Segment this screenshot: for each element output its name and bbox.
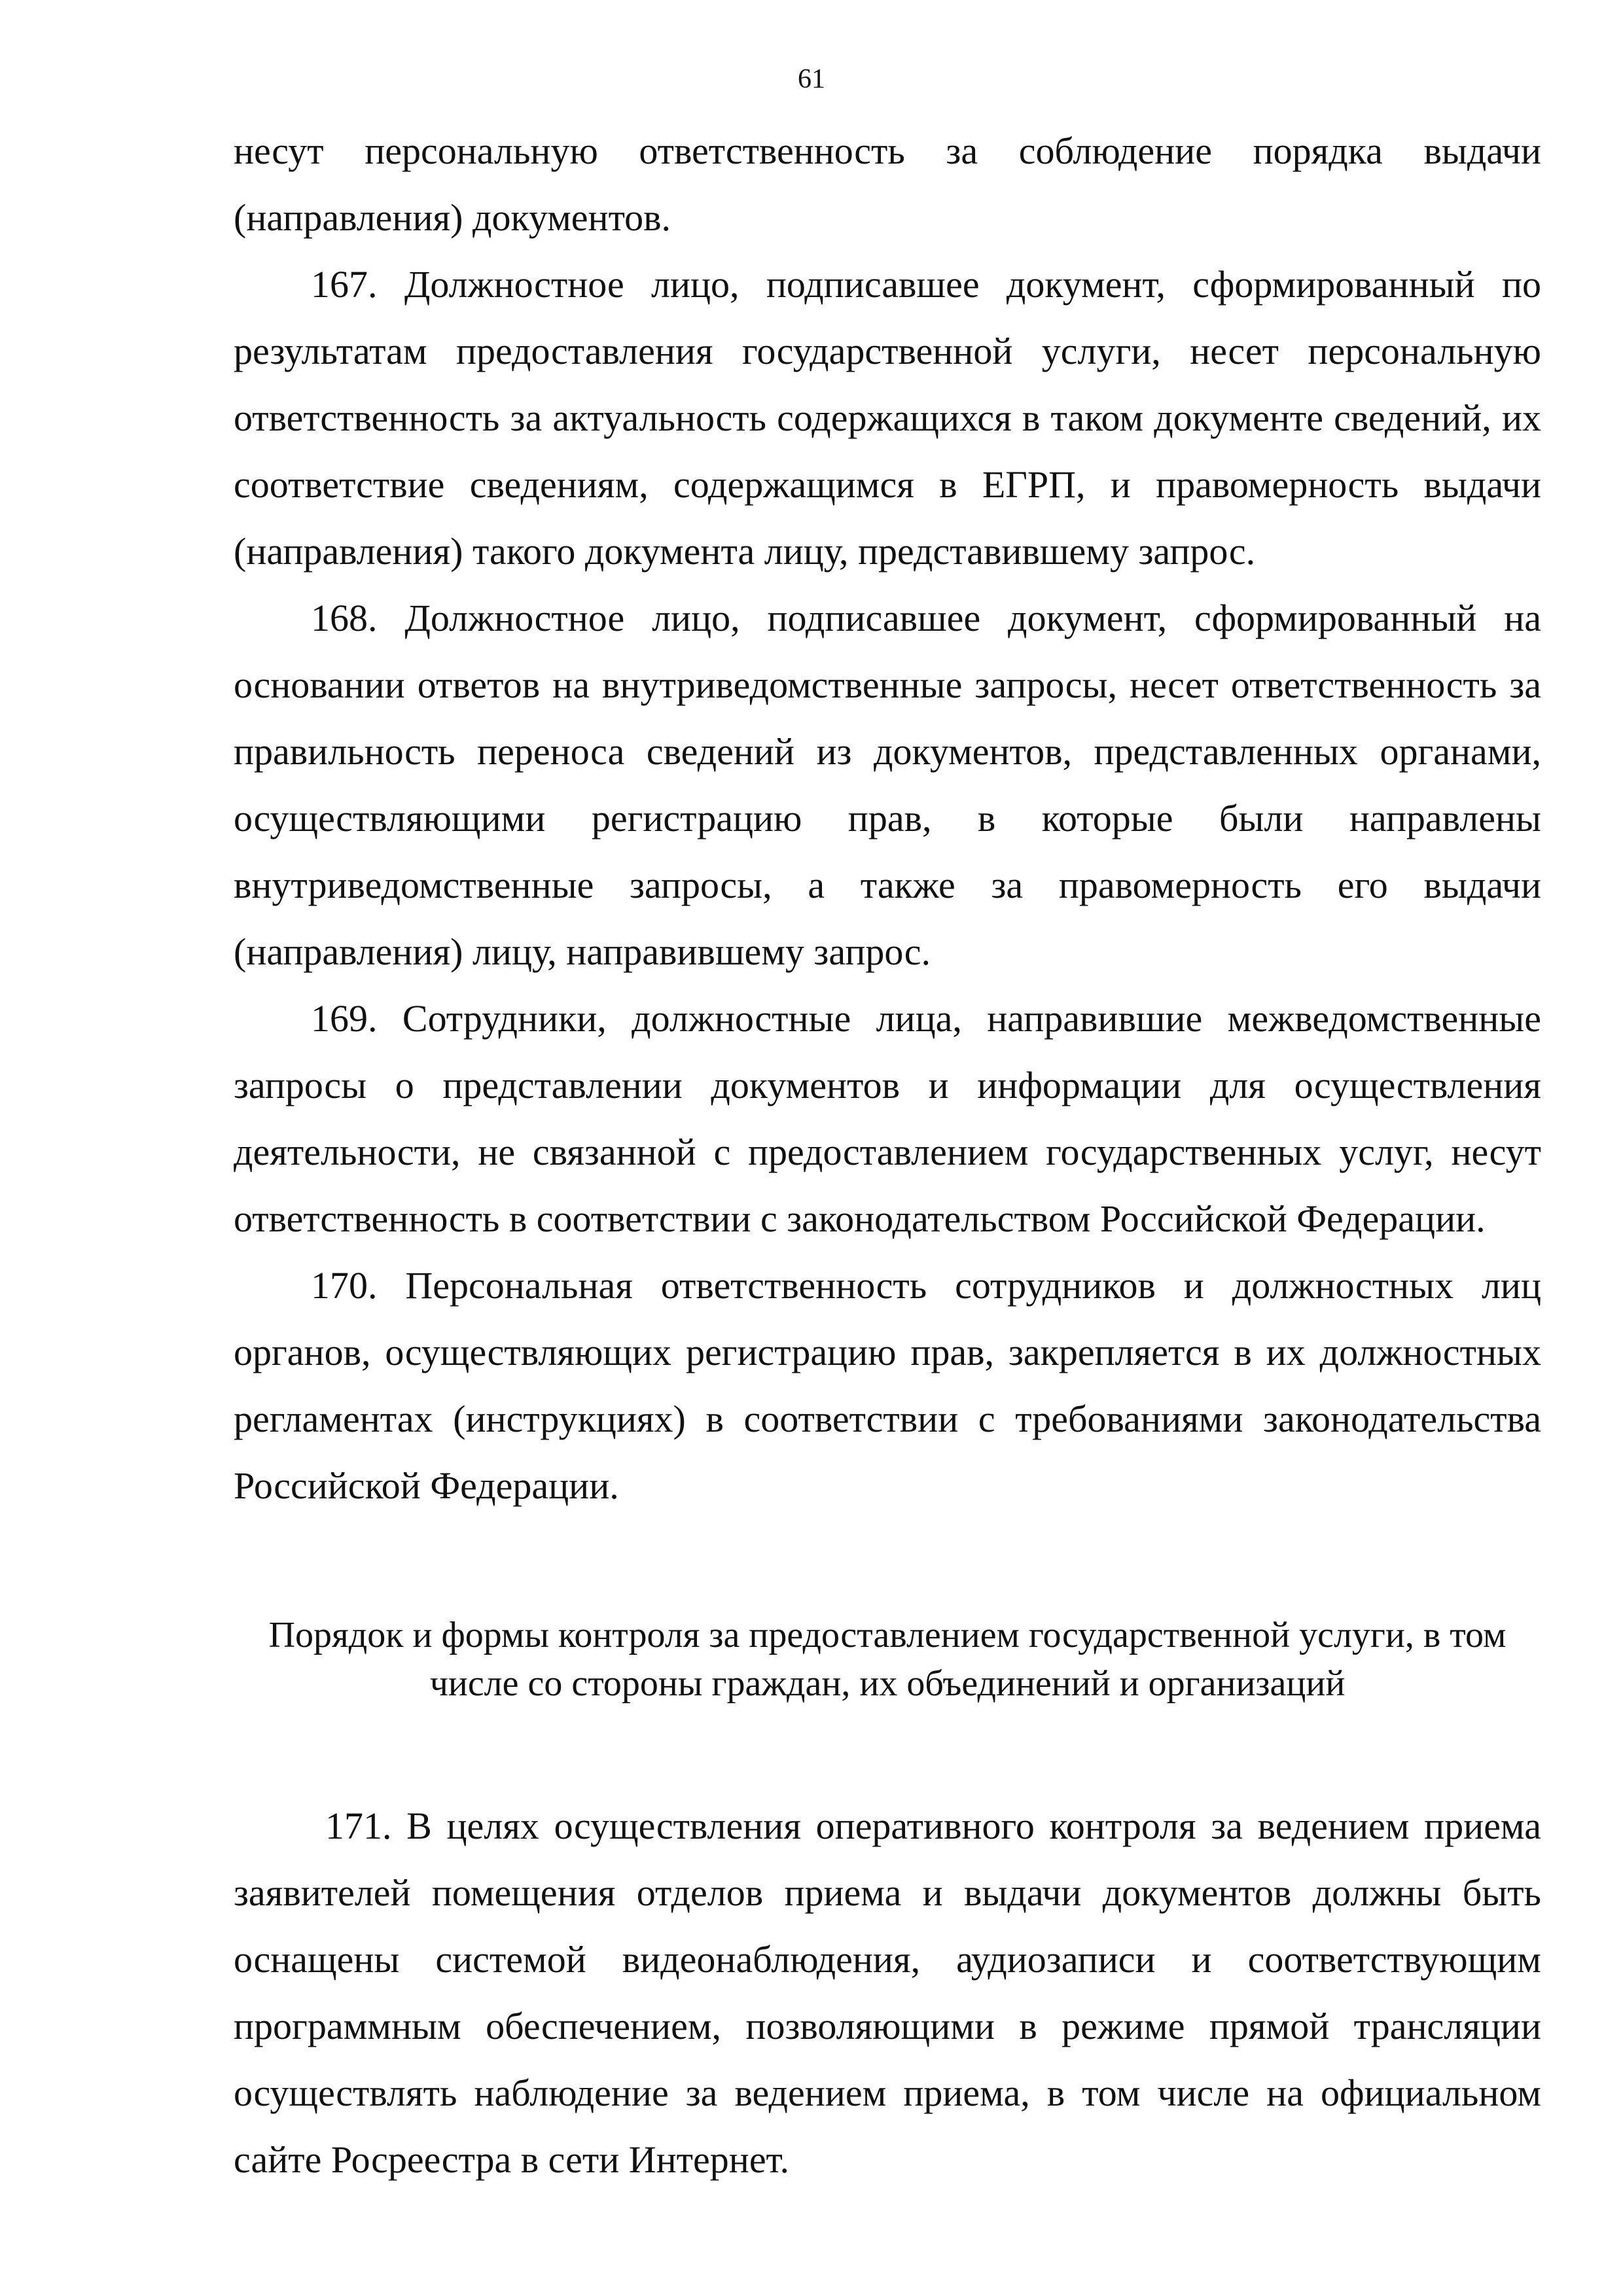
paragraph-170: 170. Персональная ответственность сотрудников и должностных лиц органов, осуществляющих регистрацию прав, закрепляется в их должностных регламентах (инструкциях) в соответствии с требованиями законодательства Российской Федерации. [234,1264,1541,1507]
spacer [234,1519,1541,1611]
page-number: 61 [798,64,825,94]
section-heading [234,1611,1541,1708]
paragraph-171: 171. В целях осуществления оперативного контроля за ведением приема заявителей помещения отделов приема и выдачи документов должны быть оснащены системой видеонаблюдения, аудиозаписи и соответствующим программным обеспечением, позволяющими в режиме прямой трансляции осуществлять наблюдение за ведением приема, в том числе на официальном сайте Росреестра в сети Интернет. [234,1805,1541,2181]
paragraph-168: 168. Должностное лицо, подписавшее документ, сформированный на основании ответов на внутриведомственные запросы, несет ответственность за правильность переноса сведений из документов, представленных органами, осуществляющими регистрацию прав, в которые были направлены внутриведомственные запросы, а также за правомерность его выдачи (направления) лицу, направившему запрос. [234,597,1541,973]
document-body [234,118,1541,2193]
section-heading-line-1: Порядок и формы контроля за предоставлением государственной услуги, в том [268,1615,1507,1655]
section-heading-line-2: числе со стороны граждан, их объединений и организаций [429,1663,1346,1704]
paragraph-continuation: несут персональную ответственность за соблюдение порядка выдачи (направления) документов. [234,130,1541,239]
paragraph-169: 169. Сотрудники, должностные лица, направившие межведомственные запросы о представлении документов и информации для осуществления деятельности, не связанной с предоставлением государственных услуг, несут ответственность в соответствии с законодательством Российской Федерации. [234,997,1541,1240]
paragraph-167: 167. Должностное лицо, подписавшее документ, сформированный по результатам предоставления государственной услуги, несет персональную ответственность за актуальность содержащихся в таком документе сведений, их соответствие сведениям, содержащимся в ЕГРП, и правомерность выдачи (направления) такого документа лицу, представившему запрос. [234,263,1541,573]
spacer [234,1708,1541,1793]
